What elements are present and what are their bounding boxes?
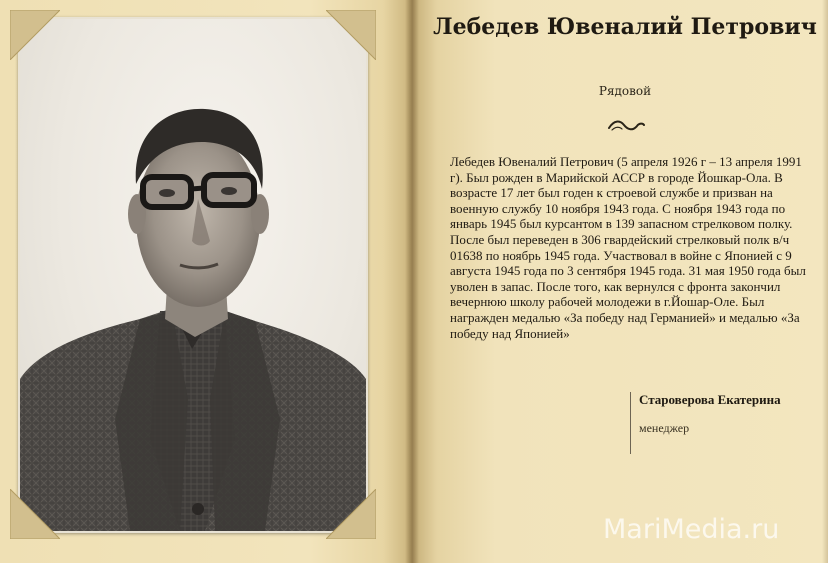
photo-corner-icon (326, 10, 376, 60)
book-spine (405, 0, 419, 563)
portrait-illustration (20, 19, 366, 531)
person-biography: Лебедев Ювеналий Петрович (5 апреля 1926 г – 13 апреля 1991 г). Был рожден в Марийской АССР в городе Йошкар-Ола. В возрасте 17 лет был годен к строевой службе и призван на военную службу 10 ноября 1943 года. С ноября 1943 года по январь 1945 был курсантом в 139 запасном стрелковом полку. После был переведен в 306 гвардейский стрелковый полк в/ч 01638 по ноябрь 1945 года. Участвовал в войне с Японией с 9 августа 1945 года по 3 сентября 1945 года. 31 мая 1950 года был уволен в запас. После того, как вернулся с фронта закончил вечернюю школу рабочей молодежи в г.Йошар-Оле. Был награжден медалью «За победу над Германией» и медалью «За победу над Японией» (450, 154, 806, 341)
author-name: Староверова Екатерина (639, 392, 781, 407)
swirl-ornament-icon (606, 116, 646, 136)
photo-corner-icon (326, 489, 376, 539)
portrait-image (20, 19, 366, 531)
photo-corner-icon (10, 10, 60, 60)
person-name-title: Лебедев Ювеналий Петрович (433, 14, 817, 40)
portrait-photo (18, 17, 368, 533)
author-role: менеджер (639, 421, 690, 435)
person-rank: Рядовой (598, 84, 652, 98)
photo-corner-icon (10, 489, 60, 539)
site-watermark: MariMedia.ru (603, 514, 780, 545)
author-block (630, 392, 790, 454)
